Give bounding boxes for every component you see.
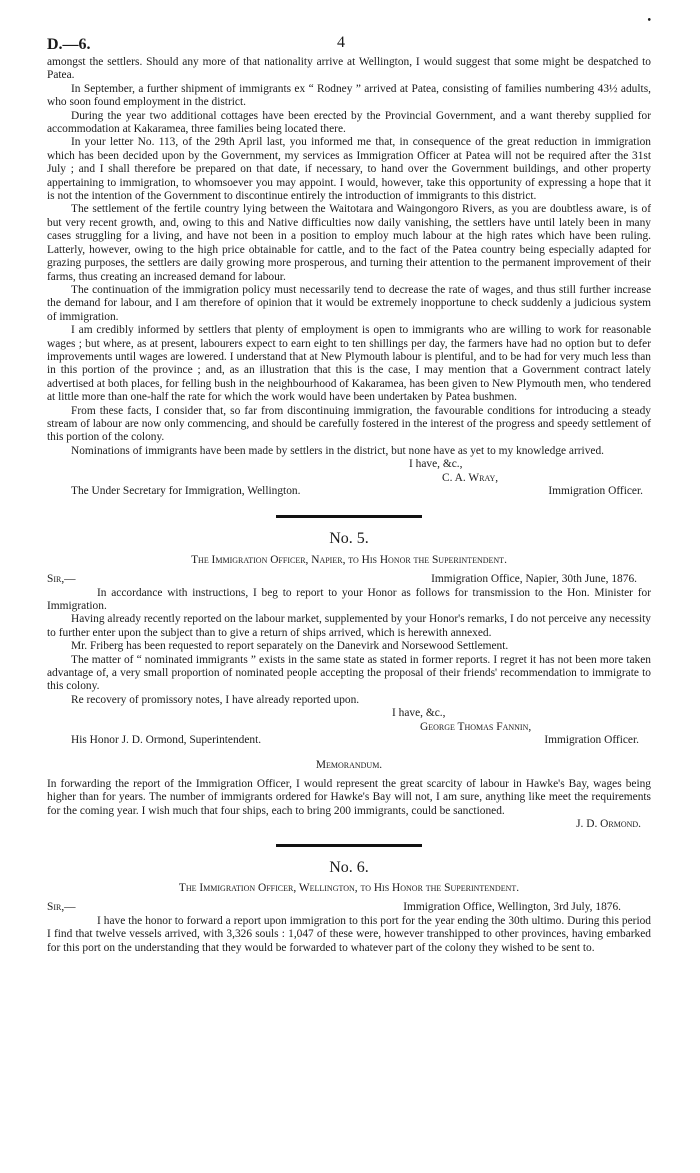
paragraph: Nominations of immigrants have been made by settlers in the district, but none have as yet to my knowledge arrived. bbox=[71, 444, 605, 457]
memorandum-signature: J. D. Ormond. bbox=[576, 818, 641, 831]
paragraph: During the year two additional cottages have been erected by the Provincial Government, and a want thereby supplied for accommodation at Kakaramea, three families being located there. bbox=[47, 109, 651, 136]
dateline: Immigration Office, Napier, 30th June, 1876. bbox=[431, 573, 637, 586]
addressee: His Honor J. D. Ormond, Superintendent. bbox=[71, 734, 262, 747]
memorandum-title: Memorandum. bbox=[315, 758, 383, 771]
document-reference: D.—6. bbox=[47, 36, 91, 53]
section-number: No. 5. bbox=[329, 530, 369, 548]
paragraph: In September, a further shipment of immigrants ex “ Rodney ” arrived at Patea, consisting of families numbering 43½ adults, who soon found employment in the district. bbox=[47, 82, 651, 109]
paragraph: In your letter No. 113, of the 29th April last, you informed me that, in consequence of the great reduction in immigration which has been decided upon by the Government, my services as Immigration Officer at Patea will not be required after the 31st July ; and I shall therefore be prepared on that date, if necessary, to hand over the Government buildings, and other property appertaining to immigration, to whomsoever you may appoint. I would, however, take this opportunity of expressing a hope that it is not the intention of the Government to discontinue entirely the introduction of immigrants to this district. bbox=[47, 136, 651, 203]
signature-name: George Thomas Fannin, bbox=[420, 720, 532, 733]
paragraph: I have the honor to forward a report upon immigration to this port for the year ending the 30th ultimo. During this period I find that twelve vessels arrived, with 3,326 souls : 1,047 of these were, however transhipped to other provinces, having embarked for this port on the understanding that they would be forwarded to whatever part of the colony they wished to be sent to. bbox=[47, 914, 651, 954]
signature-title: Immigration Officer. bbox=[544, 734, 639, 747]
addressee: The Under Secretary for Immigration, Wellington. bbox=[71, 485, 301, 497]
section-number: No. 6. bbox=[329, 858, 369, 876]
document-page bbox=[47, 15, 651, 955]
paragraph: The settlement of the fertile country lying between the Waitotara and Waingongoro Rivers, as you are doubtless aware, is of but very recent growth, and, owing to this and Native difficulties now daily vanishing, the settlers have until lately been in many cases struggling for a living, and have not been in a position to employ much labour at the high rates which have been ruling. Latterly, however, owing to the high price obtainable for cattle, and to the fact of the Patea country being especially adapted for grazing purposes, the settlers are daily growing more prosperous, and turning their attention to the permanent improvement of their farms, thus creating an increased demand for labour. bbox=[47, 203, 651, 283]
page-number: 4 bbox=[337, 34, 345, 51]
paragraph: amongst the settlers. Should any more of that nationality arrive at Wellington, I would suggest that some might be despatched to Patea. bbox=[47, 56, 651, 82]
closing-line: I have, &c., bbox=[392, 707, 446, 720]
paragraph: I am credibly informed by settlers that plenty of employment is open to immigrants who are willing to work for reasonable wages ; but where, as at present, labourers expect to earn eight to ten shillings per day, the farmers have had no option but to defer improvements until wages are lowered. I understand that at New Plymouth labour is plentiful, and to be had for very much less than in this portion of the province ; and, as an illustration that this is the case, I may mention that a Government contract lately advertised at both places, for felling bush in the neighbourhood of Kakaramea, has been given to New Plymouth men, who tendered at little more than one-half the rate for which the work would have been undertaken by Patea bushmen. bbox=[47, 324, 651, 404]
signature-name: C. A. Wray, bbox=[442, 471, 499, 484]
paragraph: Mr. Friberg has been requested to report separately on the Danevirk and Norsewood Settlement. bbox=[71, 640, 509, 653]
dateline: Immigration Office, Wellington, 3rd July, 1876. bbox=[403, 901, 621, 914]
memorandum-text: In forwarding the report of the Immigration Officer, I would represent the great scarcity of labour in Hawke's Bay, wages being higher than for years. The number of immigrants ordered for Hawke's Bay will not, I am sure, anything like meet the requirements for the coming year. I wish much that four ships, each to bring 200 immigrants, could be sanctioned. bbox=[47, 777, 651, 817]
paragraph: The matter of “ nominated immigrants ” exists in the same state as stated in former reports. I regret it has not been more taken advantage of, a very small proportion of nominated people accepting the proposal of their friends' recommendation to immigrate to this colony. bbox=[47, 653, 651, 693]
paragraph: From these facts, I consider that, so far from discontinuing immigration, the favourable conditions for introducing a steady stream of labour are now only commencing, and should be carefully fostered in the interest of the progress and speedy settlement of this portion of the colony. bbox=[47, 404, 651, 444]
paragraph: Having already recently reported on the labour market, supplemented by your Honor's remarks, I do not perceive any necessity to further enter upon the subject than to give a return of ships arrived, which is herewith annexed. bbox=[47, 613, 651, 639]
section-heading: The Immigration Officer, Napier, to His Honor the Superintendent. bbox=[191, 553, 507, 566]
paragraph: In accordance with instructions, I beg to report to your Honor as follows for transmission to the Hon. Minister for Immigration. bbox=[47, 586, 651, 613]
salutation: Sir,— bbox=[47, 573, 76, 586]
page-header bbox=[47, 15, 651, 56]
signature-title: Immigration Officer. bbox=[548, 485, 643, 497]
section-rule bbox=[276, 844, 422, 847]
closing-line: I have, &c., bbox=[409, 458, 463, 471]
paragraph: The continuation of the immigration policy must necessarily tend to decrease the rate of wages, and thus still further increase the demand for labour, and I am therefore of opinion that it would be extremely inopportune to check suddenly a judicious system of immigration. bbox=[47, 283, 651, 323]
salutation: Sir,— bbox=[47, 901, 76, 914]
section-rule bbox=[276, 515, 422, 518]
paragraph: Re recovery of promissory notes, I have already reported upon. bbox=[71, 693, 360, 706]
section-heading: The Immigration Officer, Wellington, to His Honor the Superintendent. bbox=[178, 881, 520, 894]
page-mark: • bbox=[647, 15, 651, 26]
